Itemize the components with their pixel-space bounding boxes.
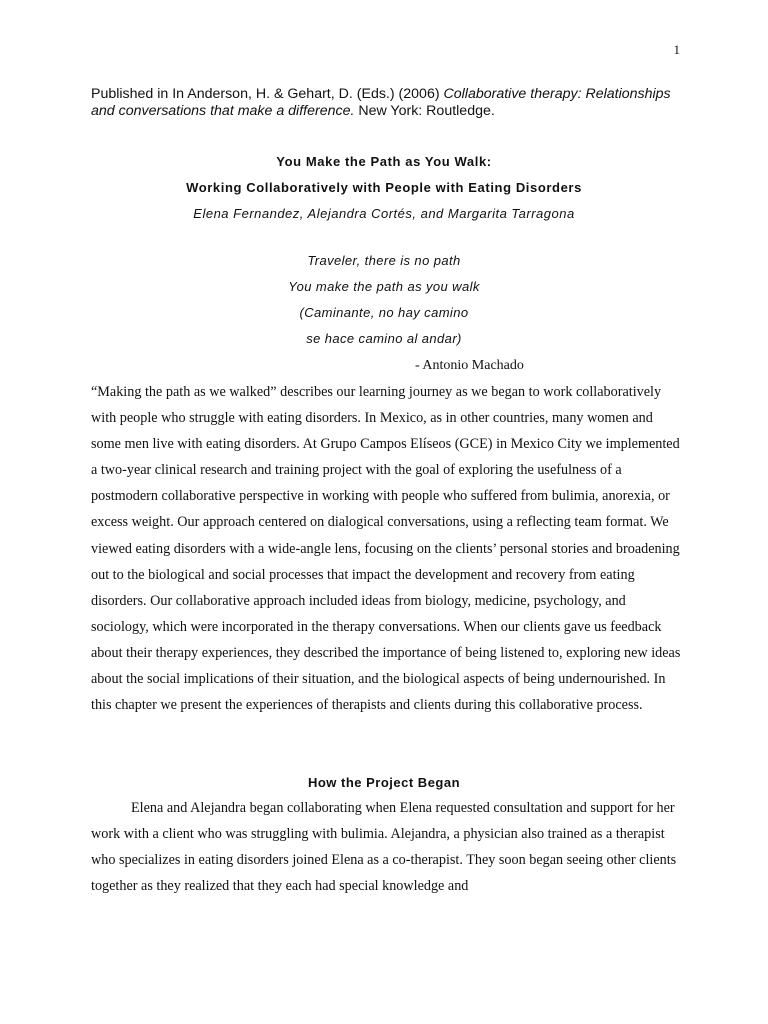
- title-block: [91, 149, 677, 227]
- publication-suffix: New York: Routledge.: [354, 103, 495, 119]
- publication-note: [91, 86, 691, 120]
- section-heading: How the Project Began: [307, 775, 461, 790]
- epigraph-line: (Caminante, no hay camino: [299, 305, 469, 320]
- book-title: Collaborative therapy: Relationships and conversations that make a difference.: [91, 86, 671, 119]
- section-paragraph: Elena and Alejandra began collaborating when Elena requested consultation and support for her work with a client who was struggling with bulimia. Alejandra, a physician also trained as a therapist who specializes in eating disorders joined Elena as a co-therapist. They soon began seeing other clients together as they realized that they each had special knowledge and: [91, 800, 677, 895]
- epigraph: [91, 248, 677, 352]
- publication-prefix: Published in In Anderson, H. & Gehart, D. (Eds.) (2006): [91, 86, 444, 102]
- epigraph-line: se hace camino al andar): [306, 331, 462, 346]
- chapter-subtitle: Working Collaboratively with People with Eating Disorders: [186, 180, 582, 195]
- epigraph-line: You make the path as you walk: [288, 279, 480, 294]
- intro-section: [91, 379, 681, 718]
- page-number: 1: [673, 42, 680, 57]
- epigraph-line: Traveler, there is no path: [307, 253, 461, 268]
- intro-paragraph: “Making the path as we walked” describes our learning journey as we began to work collaboratively with people who struggle with eating disorders. In Mexico, as in other countries, many women and some men live with eating disorders. At Grupo Campos Elíseos (GCE) in Mexico City we implemented a two-year clinical research and training project with the goal of exploring the usefulness of a postmodern collaborative perspective in working with people who suffered from bulimia, anorexia, or excess weight. Our approach centered on dialogical conversations, using a reflecting team format. We viewed eating disorders with a wide-angle lens, focusing on the clients’ personal stories and broadening out to the biological and social processes that impact the development and recovery from eating disorders. Our collaborative approach included ideas from biology, medicine, psychology, and sociology, which were incorporated in the therapy conversations. When our clients gave us feedback about their therapy experiences, they described the importance of being listened to, exploring new ideas about the social implications of their situation, and the biological aspects of being undernourished. In this chapter we present the experiences of therapists and clients during this collaborative process.: [91, 384, 681, 714]
- epigraph-attribution: - Antonio Machado: [415, 358, 524, 373]
- section-body: [91, 795, 681, 899]
- authors: Elena Fernandez, Alejandra Cortés, and Margarita Tarragona: [193, 206, 575, 221]
- chapter-title: You Make the Path as You Walk:: [276, 154, 492, 169]
